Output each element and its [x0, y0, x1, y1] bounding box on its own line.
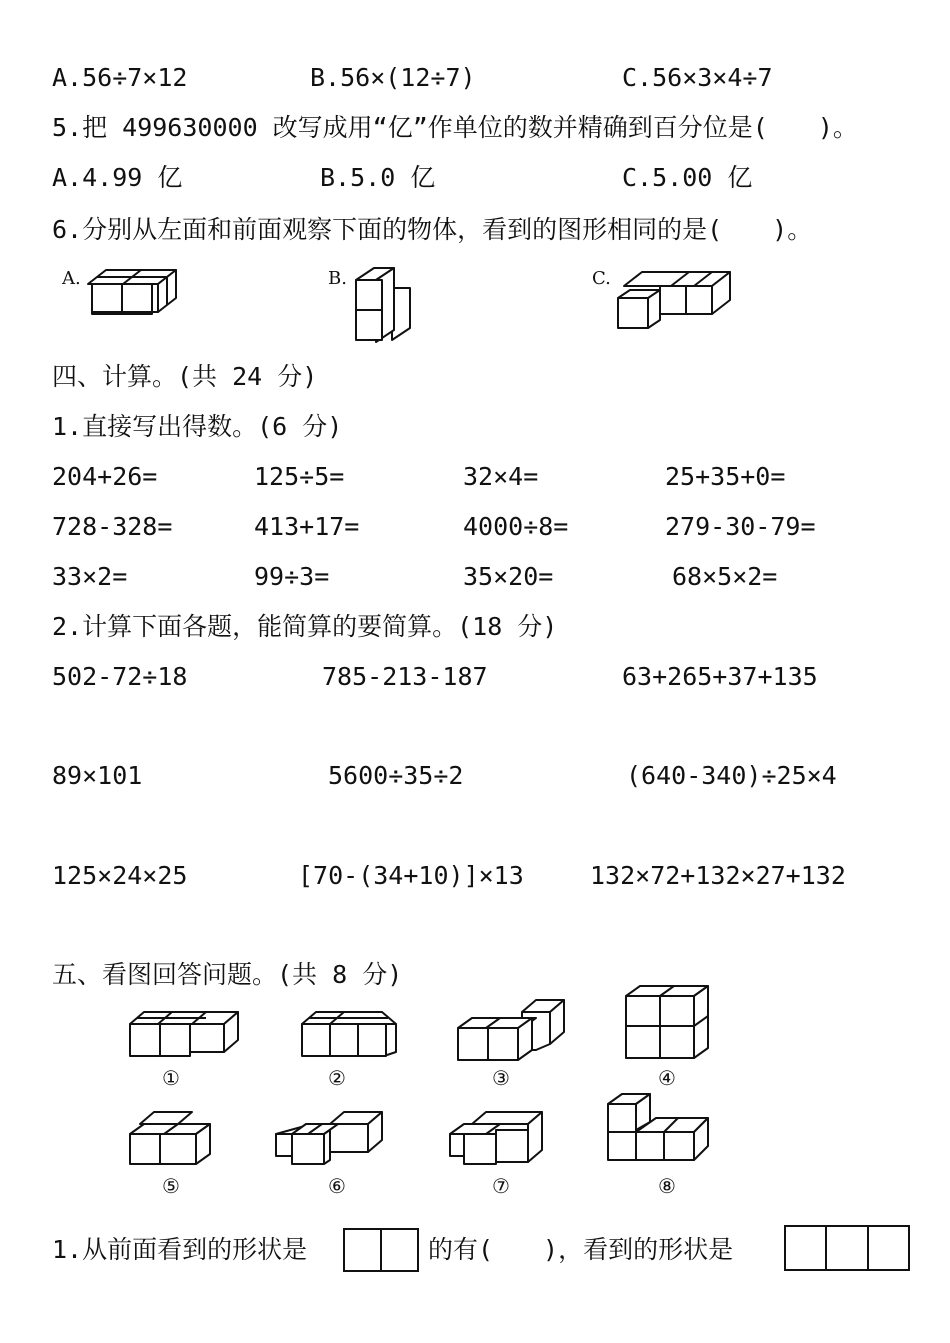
- q6-label-b: B.: [328, 268, 347, 289]
- q5-option-c: C.5.00 亿: [622, 163, 753, 192]
- calc-item: 413+17=: [254, 512, 360, 541]
- solid-figure-6: [272, 1110, 388, 1168]
- q6-label-c: C.: [592, 268, 611, 289]
- q5-stem: 5.把 499630000 改写成用“亿”作单位的数并精确到百分位是( )。: [52, 113, 858, 142]
- q6-figure-c: [616, 268, 736, 330]
- solid-figure-7: [446, 1110, 550, 1168]
- q6-stem: 6.分别从左面和前面观察下面的物体，看到的图形相同的是( )。: [52, 215, 813, 244]
- calc-item: 33×2=: [52, 562, 128, 591]
- q4-option-a: A.56÷7×12: [52, 63, 188, 92]
- calc-problem: 785-213-187: [322, 662, 488, 691]
- section4-part2-title: 2.计算下面各题，能简算的要简算。(18 分): [52, 612, 558, 641]
- q5-option-a: A.4.99 亿: [52, 163, 183, 192]
- section4-title: 四、计算。(共 24 分): [52, 362, 318, 391]
- calc-problem: 502-72÷18: [52, 662, 188, 691]
- calc-item: 125÷5=: [254, 462, 345, 491]
- calc-problem: [70-(34+10)]×13: [298, 861, 524, 890]
- calc-item: 99÷3=: [254, 562, 330, 591]
- section5-q1-part1: 1.从前面看到的形状是: [52, 1235, 308, 1264]
- q6-figure-a: [88, 268, 180, 330]
- calc-problem: (640-340)÷25×4: [626, 761, 837, 790]
- figure-number-1: ①: [162, 1066, 180, 1090]
- calc-item: 728-328=: [52, 512, 173, 541]
- calc-problem: 125×24×25: [52, 861, 188, 890]
- calc-problem: 132×72+132×27+132: [590, 861, 846, 890]
- figure-number-2: ②: [328, 1066, 346, 1090]
- shape-three-squares: [784, 1225, 910, 1271]
- calc-item: 4000÷8=: [463, 512, 569, 541]
- section4-part1-title: 1.直接写出得数。(6 分): [52, 412, 343, 441]
- section5-q1-part2: 的有( )，看到的形状是: [428, 1235, 734, 1264]
- calc-item: 204+26=: [52, 462, 158, 491]
- figure-number-8: ⑧: [658, 1174, 676, 1198]
- solid-figure-3: [456, 998, 570, 1064]
- figure-number-4: ④: [658, 1066, 676, 1090]
- calc-item: 68×5×2=: [672, 562, 778, 591]
- solid-figure-1: [126, 1010, 244, 1060]
- q5-option-b: B.5.0 亿: [320, 163, 436, 192]
- shape-two-squares: [343, 1228, 419, 1272]
- q6-figure-b: [352, 268, 418, 344]
- figure-number-5: ⑤: [162, 1174, 180, 1198]
- solid-figure-2: [298, 1010, 402, 1060]
- q4-option-c: C.56×3×4÷7: [622, 63, 773, 92]
- figure-number-6: ⑥: [328, 1174, 346, 1198]
- q4-option-b: B.56×(12÷7): [310, 63, 476, 92]
- q6-label-a: A.: [62, 268, 81, 289]
- calc-problem: 89×101: [52, 761, 143, 790]
- calc-item: 35×20=: [463, 562, 554, 591]
- calc-item: 25+35+0=: [665, 462, 786, 491]
- solid-figure-4: [624, 984, 714, 1060]
- calc-item: 279-30-79=: [665, 512, 816, 541]
- solid-figure-8: [606, 1092, 714, 1164]
- figure-number-7: ⑦: [492, 1174, 510, 1198]
- calc-problem: 5600÷35÷2: [328, 761, 464, 790]
- section5-title: 五、看图回答问题。(共 8 分): [52, 960, 403, 989]
- calc-item: 32×4=: [463, 462, 539, 491]
- figure-number-3: ③: [492, 1066, 510, 1090]
- solid-figure-5: [126, 1110, 216, 1168]
- calc-problem: 63+265+37+135: [622, 662, 818, 691]
